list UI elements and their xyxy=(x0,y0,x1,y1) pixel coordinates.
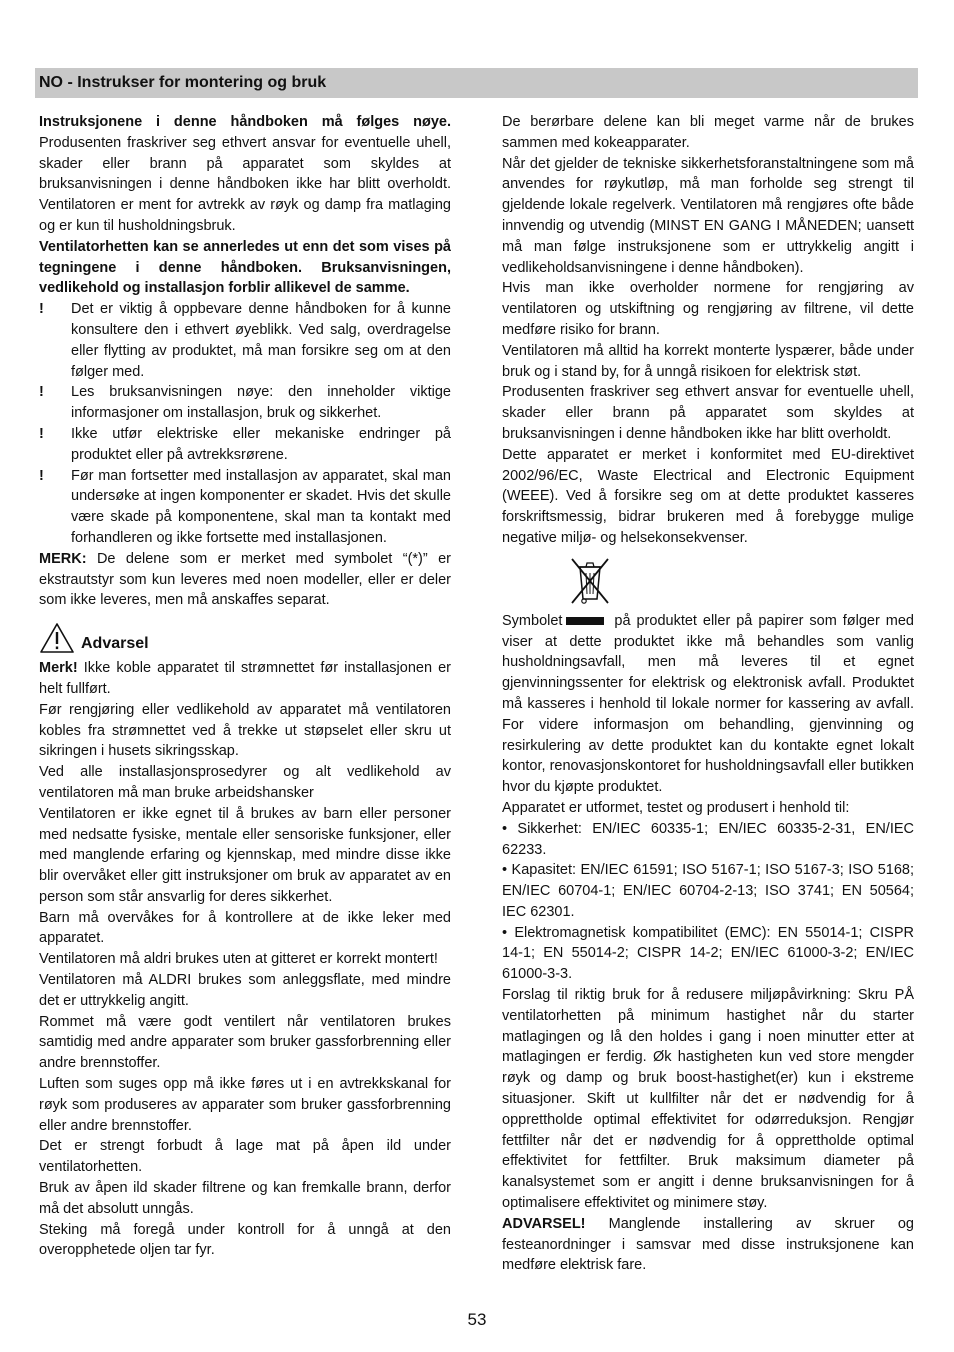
exclamation-mark: ! xyxy=(39,467,44,484)
warning-title: Advarsel xyxy=(81,634,149,652)
warning-paragraph: Bruk av åpen ild skader filtrene og kan fremkalle brann, derfor må det absolutt unngås. xyxy=(39,1180,451,1217)
crossed-bin-icon xyxy=(566,593,614,609)
list-item-text: Før man fortsetter med installasjon av apparatet, skal man undersøke at ingen komponenter er skadet. Hvis det skulle være skade på komponentene, skal man ta kontakt med forhandleren og ikke fortsette med installasjonen. xyxy=(71,467,451,546)
warning-paragraph: Ved alle installasjonsprosedyrer og alt vedlikehold av ventilatoren må man bruke arbeidshansker xyxy=(39,764,451,801)
warning-heading xyxy=(39,624,451,658)
advarsel-label: ADVARSEL! xyxy=(502,1215,586,1232)
merk2-paragraph xyxy=(39,658,451,700)
section-header-bar xyxy=(35,68,918,98)
list-item xyxy=(39,382,451,424)
symbol-bar-icon xyxy=(566,617,604,625)
warning-paragraph: Ventilatoren er ikke egnet til å brukes av barn eller personer med nedsatte fysiske, mentale eller sensoriske funksjoner, eller med manglende erfaring og kjennskap, med mindre disse ikke blir overvåket eller gitt instruksjoner om bruk av apparatet av en person som står ansvarlig for deres sikkerhet. xyxy=(39,805,451,905)
info-paragraph: Hvis man ikke overholder normene for rengjøring av ventilatoren og utskiftning og rengjøring av filtrene, vil dette medføre risiko for brann. xyxy=(502,280,914,338)
weee-paragraph: Dette apparatet er merket i konformitet med EU-direktivet 2002/96/EC, Waste Electrical and Electronic Equipment (WEEE). Ved å forsikre seg om at dette produktet kasseres forskriftsmessig, bidrar brukeren med å forebygge mulige negative miljø- og helsekonsekvenser. xyxy=(502,446,914,546)
appearance-note xyxy=(39,237,451,299)
list-item xyxy=(39,299,451,382)
warning-paragraph: Barn må overvåkes for å kontrollere at de ikke leker med apparatet. xyxy=(39,909,451,947)
list-item-text: Det er viktig å oppbevare denne håndboken for å kunne konsultere den i ethvert øyeblikk. Ved salg, overdragelse eller flytting av produktet, må man forsikre seg om at den følger med. xyxy=(71,301,451,380)
warning-paragraph: Rommet må være godt ventilert når ventilatoren brukes samtidig med andre apparater som bruker gassforbrenning eller andre brennstoffer. xyxy=(39,1013,451,1072)
warning-paragraph: Det er strengt forbudt å lage mat på åpen ild under ventilatorhetten. xyxy=(39,1138,451,1176)
intro-paragraph xyxy=(39,112,451,237)
advarsel-text: Manglende installering av skruer og festeanordninger i samsvar med disse instruksjonene kan medføre elektrisk fare. xyxy=(502,1215,914,1274)
standards-item: • Kapasitet: EN/IEC 61591; ISO 5167-1; ISO 5167-3; ISO 5168; EN/IEC 60704-1; EN/IEC 60704-2-13; ISO 3741; EN 50564; IEC 62301. xyxy=(502,862,914,920)
merk-text: De delene som er merket med symbolet “(*)” er ekstrautstyr som kun leveres med noen modeller, eller er deler som ikke leveres, men må anskaffes separat. xyxy=(39,550,451,609)
standards-intro: Apparatet er utformet, testet og produsert i henhold til: xyxy=(502,799,850,816)
merk2-label: Merk! xyxy=(39,660,78,677)
intro-text: Produsenten fraskriver seg ethvert ansvar for eventuelle uhell, skader eller brann på apparatet som skyldes at bruksanvisningen i denne håndboken ikke har blitt overholdt. Ventilatoren er ment for avtrekk av røyk og damp fra matlaging og er kun til husholdningsbruk. xyxy=(39,134,451,234)
merk2-text: Ikke koble apparatet til strømnettet før installasjonen er helt fullført. xyxy=(39,660,451,697)
exclamation-mark: ! xyxy=(39,301,44,318)
info-paragraph: Produsenten fraskriver seg ethvert ansvar for eventuelle uhell, skader eller brann på apparatet som skyldes at bruksanvisningen i denne håndboken ikke har blitt overholdt. xyxy=(502,384,914,442)
list-item xyxy=(39,466,451,549)
appearance-note-text: Ventilatorhetten kan se annerledes ut enn det som vises på tegningene i denne håndboken. Bruksanvisningen, vedlikehold og installasjon forblir allikevel de samme. xyxy=(39,238,451,297)
weee-symbol xyxy=(502,555,914,611)
symbol-paragraph xyxy=(502,611,914,798)
list-item-text: Les bruksanvisningen nøye: den inneholder viktige informasjoner om installasjon, bruk og sikkerhet. xyxy=(71,384,451,422)
info-paragraph: Når det gjelder de tekniske sikkerhetsforanstaltningene som må anvendes for røykutløp, må man forholde seg strengt til gjeldende lokale regelverk. Ventilatoren må rengjøres ofte både innvendig og utvendig (MINST EN GANG I MÅNEDEN; uansett må man følge instruksjonene som er uttrykkelig angitt i vedlikeholdsanvisningene i denne håndboken). xyxy=(502,155,914,276)
warning-paragraph: Før rengjøring eller vedlikehold av apparatet må ventilatoren kobles fra strømnettet ved å trekke ut støpselet eller skru ut sikringen i husets sikringsskap. xyxy=(39,701,451,760)
list-item xyxy=(39,424,451,466)
warning-paragraph: Luften som suges opp må ikke føres ut i en avtrekkskanal for røyk som produseres av apparater som bruker gassforbrenning eller andre brennstoffer. xyxy=(39,1076,451,1134)
symbol-text: på produktet eller på papirer som følger med viser at dette produktet ikke må behandles som vanlig husholdningsavfall, men må leveres til et egnet gjenvinningssenter for elektrisk og elektronisk avfall. Produktet må kasseres i henhold til lokale normer for kassering av avfall. For videre informasjon om behandling, gjenvinning og resirkulering av dette produktet kan du kontakte egnet lokalt kontor, renovasjonskontoret for husholdningsavfall eller butikken hvor du kjøpte produktet. xyxy=(502,612,914,796)
warning-triangle-icon xyxy=(39,622,75,661)
section-title: NO - Instrukser for montering og bruk xyxy=(39,74,327,91)
standards-item: • Elektromagnetisk kompatibilitet (EMC): EN 55014-1; CISPR 14-1; EN 55014-2; CISPR 14-2; EN/IEC 61000-3-2; EN/IEC 61000-3-3. xyxy=(502,924,914,983)
eco-usage-paragraph: Forslag til riktig bruk for å redusere miljøpåvirkning: Skru PÅ ventilatorhetten på minimum hastighet når du starter matlagingen og lå den holdes i gang i noen minutter etter at matlagingen er ferdig. Øk hastigheten kun ved store mengder røyk og damp og bruk boost-hastighet(er) kun i ekstreme situasjoner. Skift ut kullfilter når det er nødvendig for å opprettholde optimal effektivitet for odørreduksjon. Rengjør fettfilter når det er nødvendig for å opprettholde optimal effektivitet for fettfilter. Bruk maksimum diameter på kanalsystemet som er angitt i denne bruksanvisningen for å optimalisere effektivitet og minimere støy. xyxy=(502,987,914,1212)
intro-bold: Instruksjonene i denne håndboken må følges nøye. xyxy=(39,114,451,130)
warning-paragraph: Ventilatoren må aldri brukes uten at gitteret er korrekt montert! xyxy=(39,951,438,968)
warning-paragraph: Steking må foregå under kontroll for å unngå at den overopphetede oljen tar fyr. xyxy=(39,1221,451,1259)
merk-paragraph xyxy=(39,549,451,611)
info-paragraph: De berørbare delene kan bli meget varme når de brukes sammen med kokeapparater. xyxy=(502,114,914,151)
standards-item: • Sikkerhet: EN/IEC 60335-1; EN/IEC 60335-2-31, EN/IEC 62233. xyxy=(502,820,914,858)
exclamation-mark: ! xyxy=(39,384,44,401)
left-column xyxy=(39,112,451,1261)
list-item-text: Ikke utfør elektriske eller mekaniske endringer på produktet eller på avtrekksrørene. xyxy=(71,425,451,463)
right-column xyxy=(502,112,914,1276)
warning-paragraph: Ventilatoren må ALDRI brukes som anleggsflate, med mindre det er uttrykkelig angitt. xyxy=(39,972,451,1009)
page-number: 53 xyxy=(467,1310,487,1329)
info-paragraph: Ventilatoren må alltid ha korrekt monterte lyspærer, både under bruk og i stand by, for å unngå risikoen for elektrisk støt. xyxy=(502,342,914,380)
merk-label: MERK: xyxy=(39,550,87,567)
symbol-prefix: Symbolet xyxy=(502,612,563,629)
exclamation-mark: ! xyxy=(39,425,44,442)
advarsel-paragraph xyxy=(502,1214,914,1276)
